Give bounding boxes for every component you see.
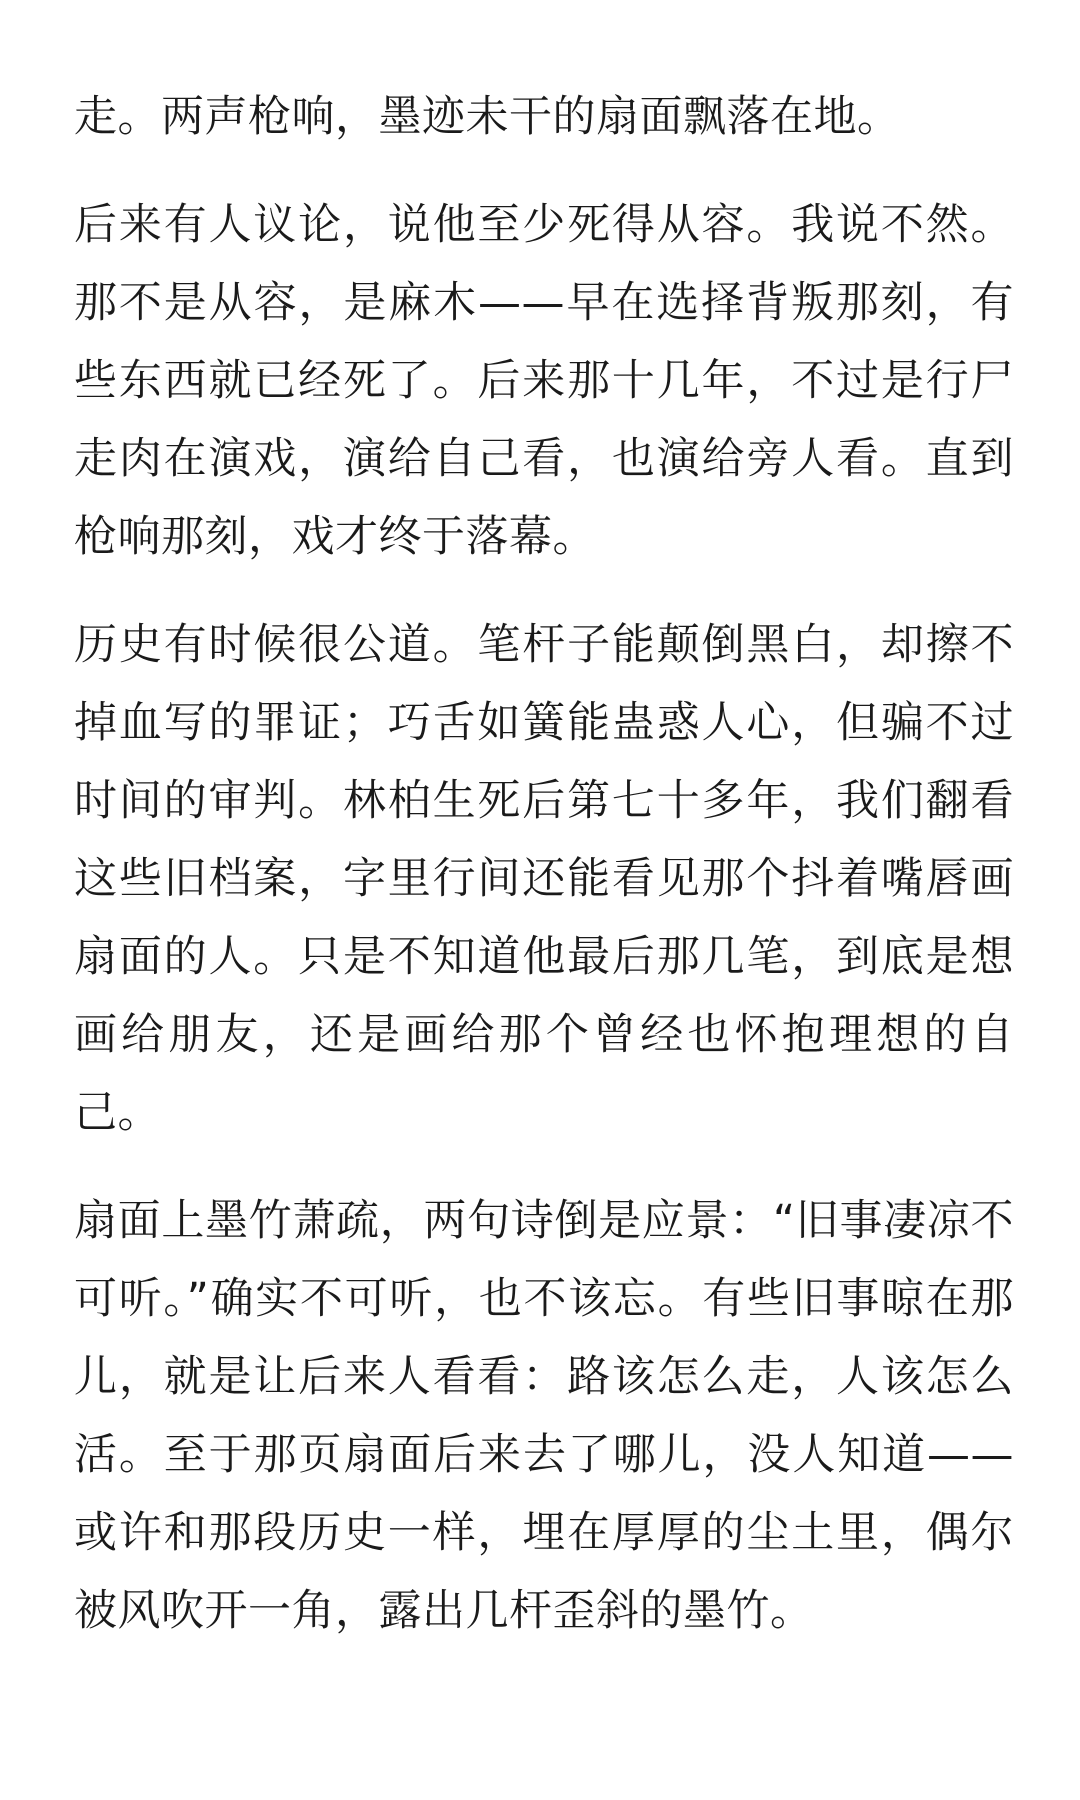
- paragraph-4: 扇面上墨竹萧疏，两句诗倒是应景：“旧事凄凉不可听。”确实不可听，也不该忘。有些旧事晾在那儿，就是让后来人看看：路该怎么走，人该怎么活。至于那页扇面后来去了哪儿，没人知道——或许和那段历史一样，埋在厚厚的尘土里，偶尔被风吹开一角，露出几杆歪斜的墨竹。: [74, 1196, 1014, 1636]
- paragraph-2: 后来有人议论，说他至少死得从容。我说不然。那不是从容，是麻木——早在选择背叛那刻，有些东西就已经死了。后来那十几年，不过是行尸走肉在演戏，演给自己看，也演给旁人看。直到枪响那刻，戏才终于落幕。: [74, 200, 1014, 562]
- paragraph-3: 历史有时候很公道。笔杆子能颠倒黑白，却擦不掉血写的罪证；巧舌如簧能蛊惑人心，但骗不过时间的审判。林柏生死后第七十多年，我们翻看这些旧档案，字里行间还能看见那个抖着嘴唇画扇面的人。只是不知道他最后那几笔，到底是想画给朋友，还是画给那个曾经也怀抱理想的自己。: [74, 620, 1014, 1138]
- paragraph-1: 走。两声枪响，墨迹未干的扇面飘落在地。: [74, 92, 901, 142]
- article-body: [74, 78, 1014, 1680]
